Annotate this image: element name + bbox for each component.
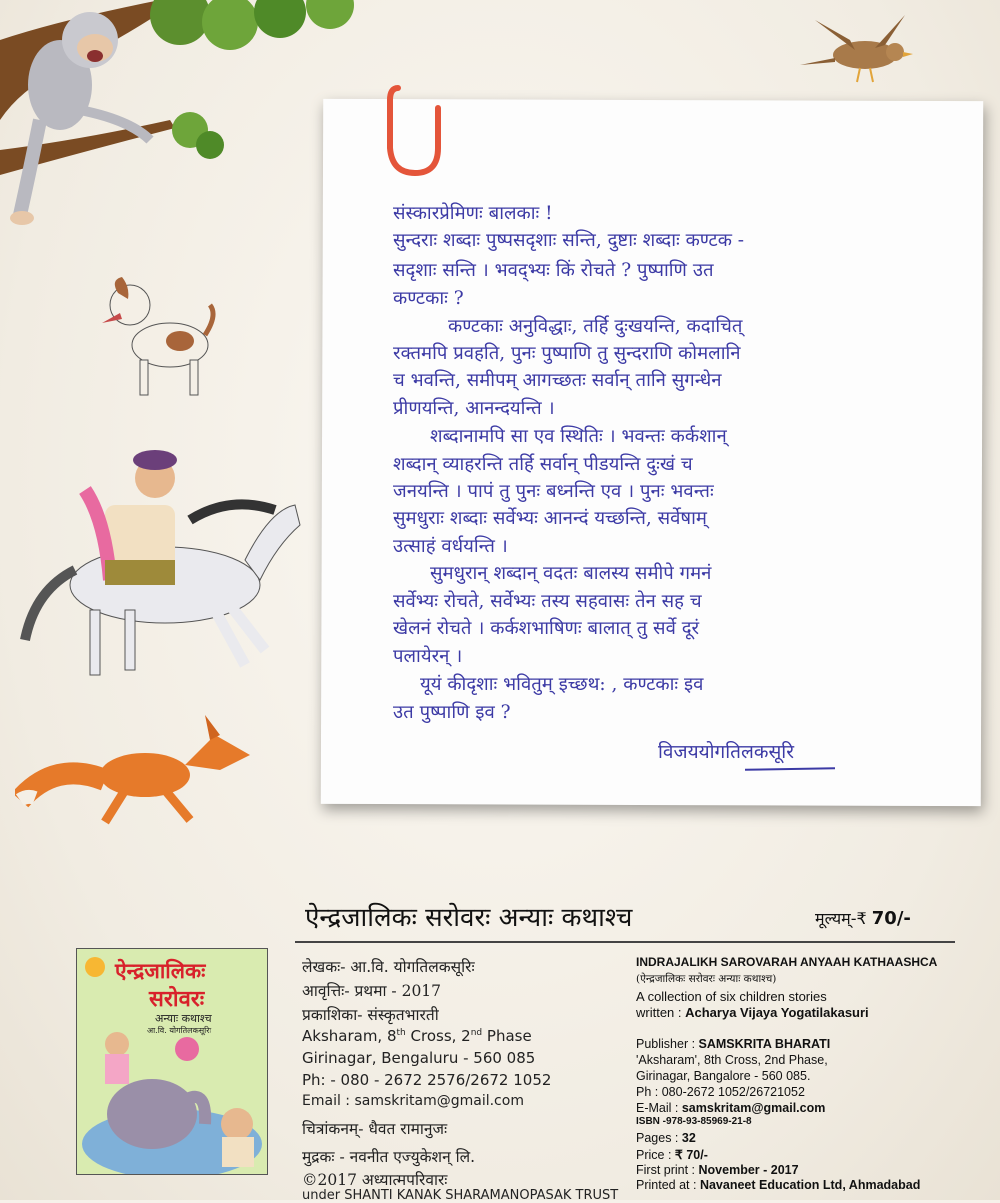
description-line: A collection of six children stories (636, 989, 827, 1004)
letter-line: सुन्दराः शब्दाः पुष्पसदृशाः सन्ति, दुष्टाः शब्दाः कण्टक - (393, 230, 745, 251)
letter-line: प्रीणयन्ति, आनन्दयन्ति । (393, 398, 555, 419)
letter-signature: विजययोगतिलकसूरि (658, 741, 795, 763)
letter-line: खेलनं रोचते । कर्कशभाषिणः बालात् तु सर्वे दूरं (393, 618, 700, 639)
dog-illustration (100, 265, 220, 405)
letter-line: शब्दान् व्याहरन्ति तर्हि सर्वान् पीडयन्ति दुःखं च (393, 454, 693, 475)
trust-line: under SHANTI KANAK SHARAMANOPASAK TRUST (302, 1188, 619, 1203)
publisher-line: प्रकाशिका- संस्कृतभारती (302, 1006, 439, 1024)
book-cover-thumbnail (76, 948, 268, 1175)
publisher-en-line (636, 1037, 830, 1051)
pages-value: 32 (681, 1131, 696, 1145)
written-line (636, 1005, 869, 1020)
letter-line: उत्साहं वर्धयन्ति । (393, 536, 508, 557)
email-line: Email : samskritam@gmail.com (302, 1093, 524, 1109)
pages-label: Pages : (636, 1131, 682, 1145)
price-value: 70/- (871, 908, 911, 929)
title-english: INDRAJALIKH SAROVARAH ANYAAH KATHAASHCA (636, 955, 938, 969)
letter-line: उत पुष्पाणि इव ? (393, 702, 511, 723)
phone-en-line: Ph : 080-2672 1052/26721052 (636, 1085, 805, 1099)
price-en-line (636, 1147, 708, 1162)
price-en-value: ₹ 70/- (674, 1148, 708, 1162)
letter-line: सदृशाः सन्ति । भवद्भ्यः किं रोचते ? पुष्पाणि उत (393, 260, 714, 281)
letter-line: शब्दानामपि सा एव स्थितिः । भवन्तः कर्कशान् (430, 426, 727, 447)
letter-line: सुमधुराः शब्दाः सर्वेभ्यः आनन्दं यच्छन्ति, सर्वेषाम् (393, 508, 707, 529)
edition-line: आवृत्तिः- प्रथमा - 2017 (302, 982, 442, 1000)
letter-line: रक्तमपि प्रवहति, पुनः पुष्पाणि तु सुन्दराणि कोमलानि (393, 343, 741, 364)
printed-label: Printed at : (636, 1178, 700, 1192)
cover-author: आ.वि. योगतिलकसूरिः (147, 1026, 212, 1035)
author-line: लेखकः- आ.वि. योगतिलकसूरिः (302, 958, 475, 976)
letter-line: पलायेरन् । (393, 646, 463, 667)
tree-monkey-illustration (0, 0, 360, 230)
cover-title-line2: सरोवरः (149, 986, 205, 1012)
address-line-2: Girinagar, Bengaluru - 560 085 (302, 1049, 536, 1067)
first-print-line (636, 1163, 799, 1177)
email-value: samskritam@gmail.com (681, 1101, 826, 1115)
price-en-label: Price : (636, 1148, 675, 1162)
bird-illustration (795, 10, 935, 90)
paperclip-icon (380, 78, 450, 188)
written-name: Acharya Vijaya Yogatilakasuri (685, 1005, 869, 1020)
price-label: मूल्यम्-₹ (815, 909, 867, 928)
copyright-line: ©2017 अध्यात्मपरिवारः (302, 1171, 448, 1189)
publisher-name: SAMSKRITA BHARATI (698, 1037, 831, 1051)
address-en-line-2: Girinagar, Bangalore - 560 085. (636, 1069, 811, 1083)
addr-part: Cross, 2 (405, 1027, 471, 1045)
illustrator-line: चित्रांकनम्- धैवत रामानुजः (302, 1120, 448, 1138)
letter-line: यूयं कीदृशाः भवितुम् इच्छथ: , कण्टकाः इव (420, 674, 704, 695)
printed-value: Navaneet Education Ltd, Ahmadabad (699, 1178, 921, 1192)
written-label: written : (636, 1005, 686, 1020)
letter-line: कण्टकाः अनुविद्धाः, तर्हि दुःखयन्ति, कदाचित् (448, 316, 743, 337)
email-en-line (636, 1101, 825, 1115)
email-label: E-Mail : (636, 1101, 682, 1115)
address-line-1 (302, 1027, 532, 1045)
cover-title-line1: ऐन्द्रजालिकः (115, 958, 206, 983)
addr-sup: nd (470, 1028, 483, 1038)
phone-line: Ph: - 080 - 2672 2576/2672 1052 (302, 1071, 552, 1089)
isbn-line: ISBN -978-93-85969-21-8 (636, 1116, 752, 1127)
letter-salutation: संस्कारप्रेमिणः बालकाः ! (393, 203, 553, 224)
address-en-line-1: 'Aksharam', 8th Cross, 2nd Phase, (636, 1053, 828, 1067)
title-divider (295, 941, 955, 943)
letter-line: च भवन्ति, समीपम् आगच्छतः सर्वान् तानि सुगन्धेन (393, 370, 722, 391)
publisher-label: Publisher : (636, 1037, 699, 1051)
letter-line: सुमधुरान् शब्दान् वदतः बालस्य समीपे गमनं (430, 563, 712, 584)
addr-sup: th (396, 1028, 406, 1038)
cover-subtitle: अन्याः कथाश्च (155, 1012, 212, 1025)
horse-rider-illustration (15, 450, 305, 690)
letter-line: सर्वेभ्यः रोचते, सर्वेभ्यः तस्य सहवासः तेन सह च (393, 591, 702, 612)
printer-line: मुद्रकः - नवनीत एज्युकेशन् लि. (302, 1148, 476, 1166)
letter-line: जनयन्ति । पापं तु पुनः बध्नन्ति एव । पुनः भवन्तः (393, 481, 714, 502)
pages-line (636, 1131, 696, 1145)
printed-at-line (636, 1178, 920, 1192)
addr-part: Phase (482, 1027, 532, 1045)
book-title: ऐन्द्रजालिकः सरोवरः अन्याः कथाश्च (305, 903, 633, 933)
fox-illustration (15, 710, 255, 830)
book-price (815, 907, 911, 929)
title-devanagari: (ऐन्द्रजालिकः सरोवरः अन्याः कथाश्च) (636, 973, 777, 985)
letter-line: कण्टकाः ? (393, 288, 464, 309)
addr-part: Aksharam, 8 (302, 1027, 397, 1045)
first-print-label: First print : (636, 1163, 699, 1177)
first-print-value: November - 2017 (698, 1163, 799, 1177)
